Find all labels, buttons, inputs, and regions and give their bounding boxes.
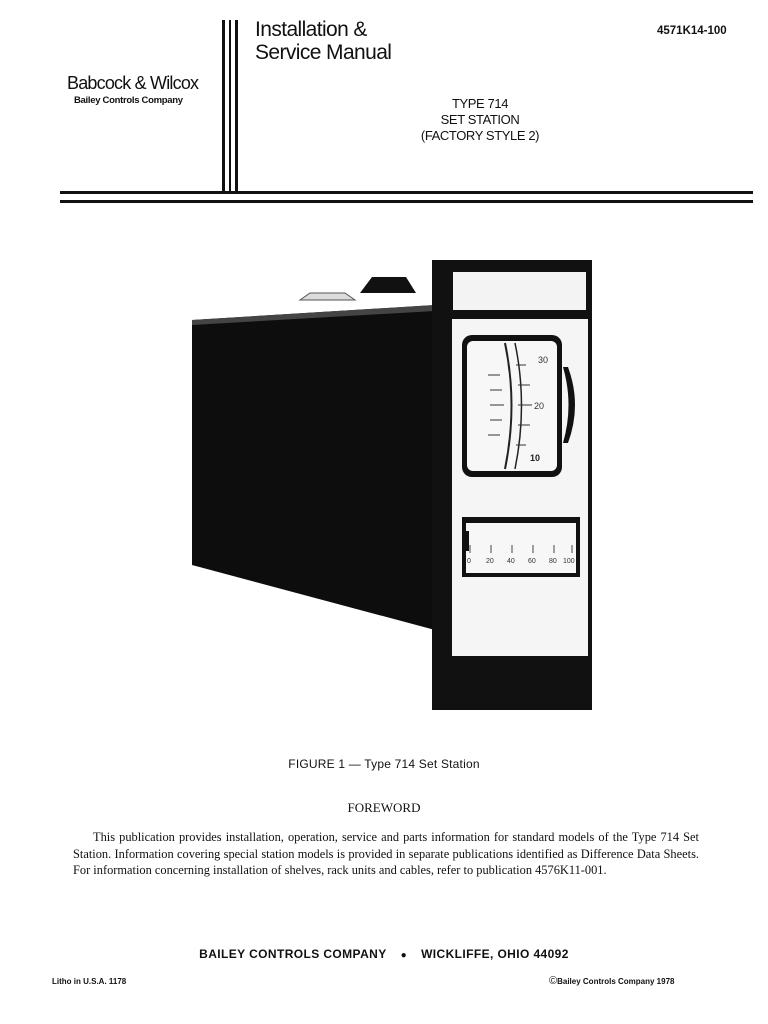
foreword-heading: FOREWORD	[347, 800, 421, 815]
manual-title-line-2: Service Manual	[255, 41, 392, 64]
scale-tick-60: 60	[528, 558, 536, 565]
copyright-text: Bailey Controls Company 1978	[557, 977, 675, 986]
header-rule-bottom	[60, 200, 753, 203]
station-housing	[192, 305, 435, 630]
set-station-illustration	[150, 245, 630, 725]
header-rule-top	[60, 191, 753, 194]
vertical-rule-1	[222, 20, 225, 192]
model-line-2: SET STATION	[440, 112, 520, 127]
footer-company-line	[0, 947, 768, 961]
nameplate	[453, 272, 586, 310]
model-designation	[385, 96, 575, 144]
foreword-paragraph: This publication provides installation, operation, service and parts information for standard models of the Type 714 Set Station. Information covering special station models is provided in separate publications identified as Difference Data Sheets. For information concerning installation of shelves, rack units and cables, refer to publication 4576K11-001.	[73, 830, 699, 877]
scale-tick-20: 20	[486, 558, 494, 565]
figure-caption: FIGURE 1 — Type 714 Set Station	[288, 757, 480, 771]
footer-company-name: BAILEY CONTROLS COMPANY	[199, 947, 387, 961]
vertical-rule-3	[235, 20, 238, 192]
scale-tick-80: 80	[549, 558, 557, 565]
copyright-notice	[549, 975, 674, 987]
scale-tick-40: 40	[507, 558, 515, 565]
top-handle-icon	[360, 277, 416, 293]
top-fitting	[300, 293, 355, 300]
manual-title-line-1: Installation &	[255, 18, 367, 41]
copyright-symbol: ©	[549, 975, 558, 987]
model-line-3: (FACTORY STYLE 2)	[420, 128, 540, 143]
litho-note: Litho in U.S.A. 1178	[52, 977, 127, 986]
company-subtitle: Bailey Controls Company	[74, 95, 183, 106]
company-logo: Babcock & Wilcox	[67, 73, 199, 93]
manual-title	[255, 18, 391, 64]
document-number: 4571K14-100	[657, 25, 727, 37]
dial-tick-30: 30	[538, 355, 549, 365]
model-line-1: TYPE 714	[451, 96, 509, 111]
vertical-rule-2	[229, 20, 231, 192]
footer-separator: ●	[400, 950, 408, 961]
lower-indicator-face	[466, 523, 576, 573]
footer-location: WICKLIFFE, OHIO 44092	[421, 947, 569, 961]
dial-tick-20: 20	[534, 401, 545, 411]
scale-tick-100: 100	[563, 558, 575, 565]
dial-tick-10: 10	[530, 453, 541, 463]
indicator-pointer-icon	[464, 531, 469, 551]
scale-tick-0: 0	[467, 558, 471, 565]
